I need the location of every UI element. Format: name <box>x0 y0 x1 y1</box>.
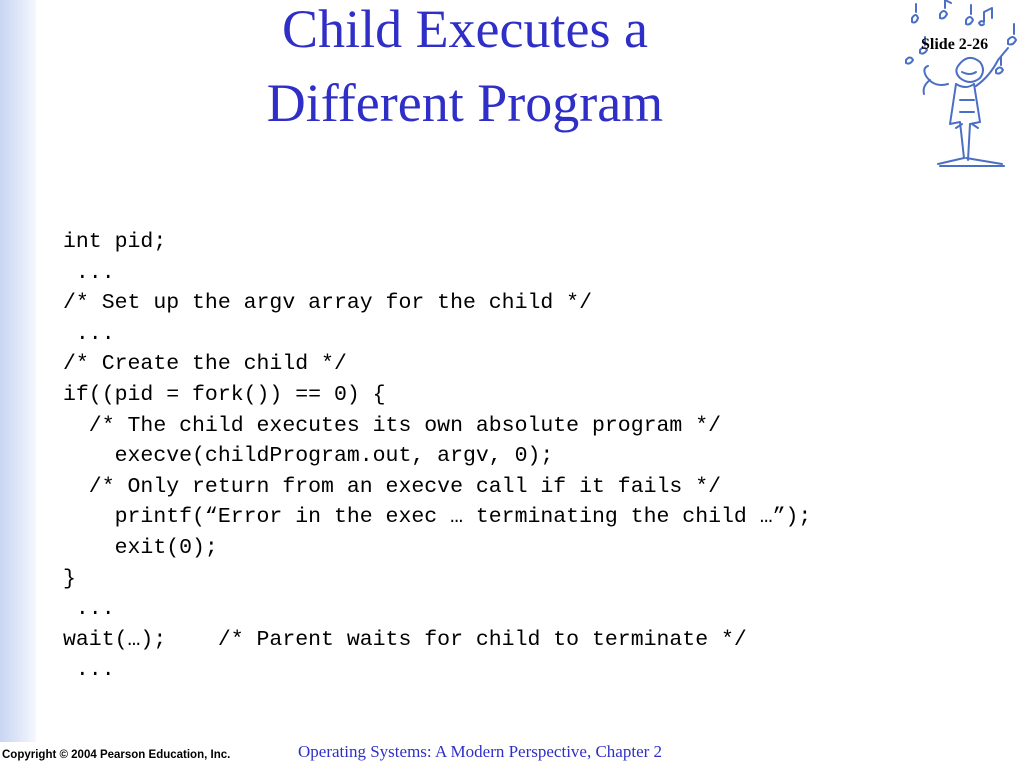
code-line: if((pid = fork()) == 0) { <box>63 382 386 407</box>
code-line: printf(“Error in the exec … terminating the child …”); <box>63 505 812 530</box>
code-line: ... <box>63 658 115 683</box>
slide-number: Slide 2-26 <box>921 36 989 53</box>
code-line: ... <box>63 597 115 622</box>
code-line: wait(…); /* Parent waits for child to terminate */ <box>63 627 747 652</box>
slide-title <box>140 0 790 133</box>
code-line: ... <box>63 321 115 346</box>
footer-book-title: Operating Systems: A Modern Perspective, Chapter 2 <box>298 742 663 761</box>
left-gradient-bar <box>0 0 36 742</box>
code-listing <box>63 227 811 686</box>
code-line: ... <box>63 260 115 285</box>
conductor-with-music-notes-icon <box>900 0 1024 175</box>
slide-title-line-2: Different Program <box>266 73 664 133</box>
footer-copyright: Copyright © 2004 Pearson Education, Inc. <box>2 749 231 761</box>
slide-title-line-1: Child Executes a <box>282 0 648 59</box>
code-line: execve(childProgram.out, argv, 0); <box>63 444 554 469</box>
code-line: /* Set up the argv array for the child */ <box>63 291 592 316</box>
code-line: /* Only return from an execve call if it fails */ <box>63 474 722 499</box>
code-line: exit(0); <box>63 535 218 560</box>
code-line: /* The child executes its own absolute program */ <box>63 413 722 438</box>
code-line: } <box>63 566 76 591</box>
code-line: /* Create the child */ <box>63 352 347 377</box>
code-line: int pid; <box>63 230 167 254</box>
